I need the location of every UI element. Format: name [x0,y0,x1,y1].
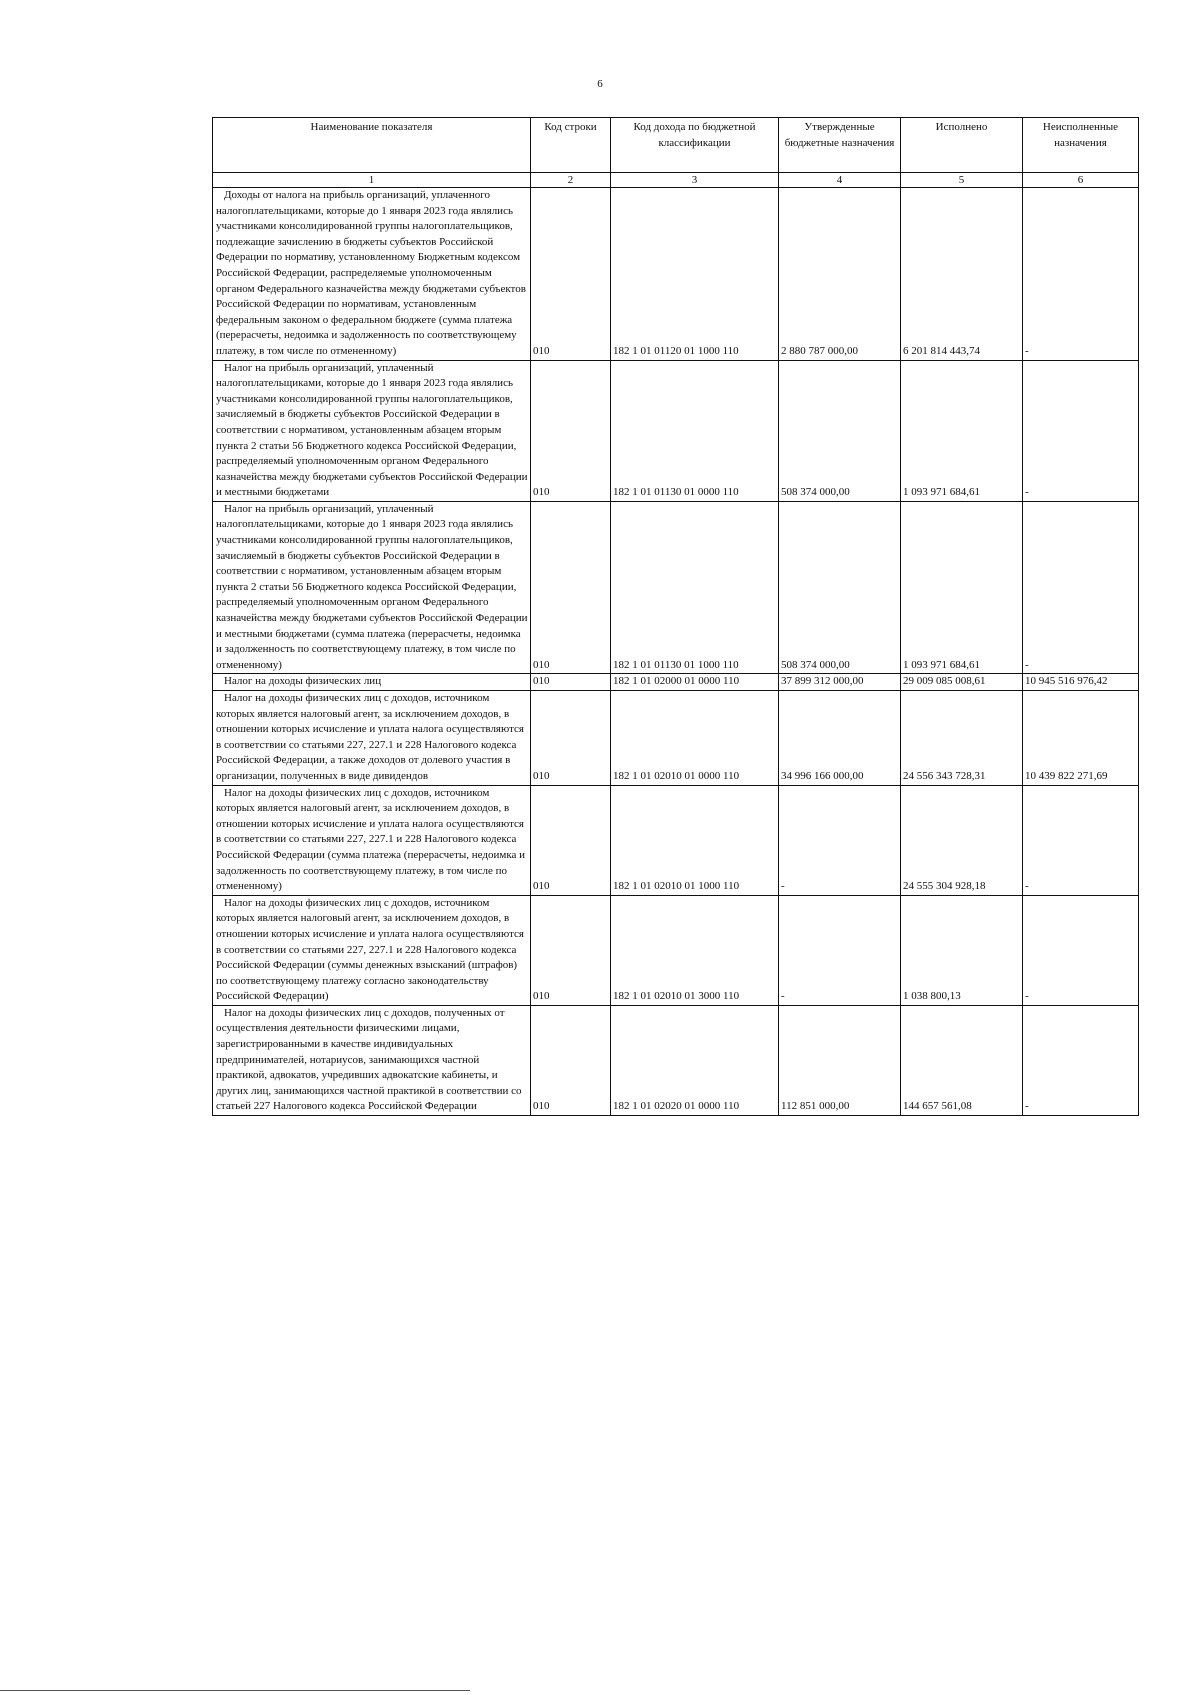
row-name-text: Налог на доходы физических лиц с доходов, источником которых является налоговый агент, за исключением доходов, в отношении которых исчисление и уплата налога осуществляются в соответствии со статьями 227, 227.1 и 228 Налогового кодекса Российской Федерации (сумма платежа (перерасчеты, недоимка и задолженность по соответствующему платежу, в том числе по отмененному) [216,786,526,893]
row-unexecuted: - [1023,188,1139,361]
row-income-code: 182 1 01 01130 01 1000 110 [611,501,779,674]
row-name [213,895,531,1005]
row-unexecuted: - [1023,360,1139,501]
column-numbers-row [213,173,1139,188]
row-unexecuted: - [1023,1005,1139,1115]
row-name [213,501,531,674]
table-row [213,785,1139,895]
row-approved: 508 374 000,00 [779,360,901,501]
row-unexecuted: - [1023,501,1139,674]
row-unexecuted: 10 439 822 271,69 [1023,691,1139,786]
row-approved: 508 374 000,00 [779,501,901,674]
row-name-text: Налог на доходы физических лиц с доходов, источником которых является налоговый агент, за исключением доходов, в отношении которых исчисление и уплата налога осуществляются в соответствии со статьями 227, 227.1 и 228 Налогового кодекса Российской Федерации (суммы денежных взысканий (штрафов) по соответствующему платежу согласно законодательству Российской Федерации) [216,896,524,1003]
row-approved: 112 851 000,00 [779,1005,901,1115]
row-executed: 24 555 304 928,18 [901,785,1023,895]
table-row [213,501,1139,674]
row-line-code: 010 [531,188,611,361]
row-name [213,691,531,786]
table-row [213,895,1139,1005]
row-name-text: Налог на прибыль организаций, уплаченный налогоплательщиками, которые до 1 января 2023 года являлись участниками консолидированной группы налогоплательщиков, зачисляемый в бюджеты субъектов Российской Федерации в соответствии с нормативом, установленным абзацем вторым пункта 2 статьи 56 Бюджетного кодекса Российской Федерации, распределяемый уполномоченным органом Федерального казначейства между бюджетами субъектов Российской Федерации и местными бюджетами (сумма платежа (перерасчеты, недоимка и задолженность по соответствующему платежу, в том числе по отмененному) [216,502,528,671]
row-line-code: 010 [531,1005,611,1115]
row-name-text: Налог на доходы физических лиц [224,675,382,688]
row-approved: - [779,895,901,1005]
budget-income-table [212,117,1139,1116]
row-executed: 144 657 561,08 [901,1005,1023,1115]
table-header-row [213,118,1139,173]
row-approved: 2 880 787 000,00 [779,188,901,361]
row-income-code: 182 1 01 02010 01 0000 110 [611,691,779,786]
table-row [213,360,1139,501]
column-number: 3 [611,173,779,188]
column-number: 4 [779,173,901,188]
row-line-code: 010 [531,691,611,786]
row-name-text: Налог на прибыль организаций, уплаченный налогоплательщиками, которые до 1 января 2023 года являлись участниками консолидированной группы налогоплательщиков, зачисляемый в бюджеты субъектов Российской Федерации в соответствии с нормативом, установленным абзацем вторым пункта 2 статьи 56 Бюджетного кодекса Российской Федерации, распределяемый уполномоченным органом Федерального казначейства между бюджетами субъектов Российской Федерации и местными бюджетами [216,361,528,499]
page-number: 6 [597,78,603,90]
bottom-divider [0,1690,470,1691]
row-name [213,188,531,361]
row-executed: 6 201 814 443,74 [901,188,1023,361]
row-approved: 34 996 166 000,00 [779,691,901,786]
row-income-code: 182 1 01 02000 01 0000 110 [611,674,779,691]
column-number: 5 [901,173,1023,188]
header-executed: Исполнено [901,118,1023,173]
header-unexecuted: Неисполненные назначения [1023,118,1139,173]
row-name-text: Налог на доходы физических лиц с доходов, источником которых является налоговый агент, за исключением доходов, в отношении которых исчисление и уплата налога осуществляются в соответствии со статьями 227, 227.1 и 228 Налогового кодекса Российской Федерации, а также доходов от долевого участия в организации, полученных в виде дивидендов [216,692,524,782]
table-row [213,188,1139,361]
header-income-code: Код дохода по бюджетной классификации [611,118,779,173]
column-number: 1 [213,173,531,188]
row-unexecuted: - [1023,785,1139,895]
row-name-text: Доходы от налога на прибыль организаций, уплаченного налогоплательщиками, которые до 1 января 2023 года являлись участниками консолидированной группы налогоплательщиков, подлежащие зачислению в бюджеты субъектов Российской Федерации по нормативу, установленному Бюджетным кодексом Российской Федерации, распределяемые уполномоченным органом Федерального казначейства между бюджетами субъектов Российской Федерации по нормативам, установленным федеральным законом о федеральном бюджете (сумма платежа (перерасчеты, недоимка и задолженность по соответствующему платежу, в том числе по отмененному) [216,189,526,357]
row-executed: 1 093 971 684,61 [901,360,1023,501]
row-name [213,360,531,501]
column-number: 6 [1023,173,1139,188]
row-income-code: 182 1 01 02010 01 1000 110 [611,785,779,895]
row-approved: - [779,785,901,895]
row-executed: 1 093 971 684,61 [901,501,1023,674]
row-income-code: 182 1 01 01130 01 0000 110 [611,360,779,501]
row-name [213,1005,531,1115]
row-line-code: 010 [531,895,611,1005]
table-row [213,691,1139,786]
row-line-code: 010 [531,501,611,674]
row-unexecuted: 10 945 516 976,42 [1023,674,1139,691]
column-number: 2 [531,173,611,188]
row-income-code: 182 1 01 01120 01 1000 110 [611,188,779,361]
row-approved: 37 899 312 000,00 [779,674,901,691]
row-income-code: 182 1 01 02020 01 0000 110 [611,1005,779,1115]
row-line-code: 010 [531,674,611,691]
header-approved: Утвержденные бюджетные назначения [779,118,901,173]
row-unexecuted: - [1023,895,1139,1005]
row-line-code: 010 [531,785,611,895]
row-executed: 29 009 085 008,61 [901,674,1023,691]
row-name [213,785,531,895]
table-row [213,1005,1139,1115]
row-line-code: 010 [531,360,611,501]
row-name [213,674,531,691]
header-name: Наименование показателя [213,118,531,173]
row-name-text: Налог на доходы физических лиц с доходов, полученных от осуществления деятельности физическими лицами, зарегистрированными в качестве индивидуальных предпринимателей, нотариусов, занимающихся частной практикой, адвокатов, учредивших адвокатские кабинеты, и других лиц, занимающихся частной практикой в соответствии со статьей 227 Налогового кодекса Российской Федерации [216,1006,522,1113]
row-executed: 24 556 343 728,31 [901,691,1023,786]
table-row [213,674,1139,691]
row-income-code: 182 1 01 02010 01 3000 110 [611,895,779,1005]
header-line-code: Код строки [531,118,611,173]
row-executed: 1 038 800,13 [901,895,1023,1005]
